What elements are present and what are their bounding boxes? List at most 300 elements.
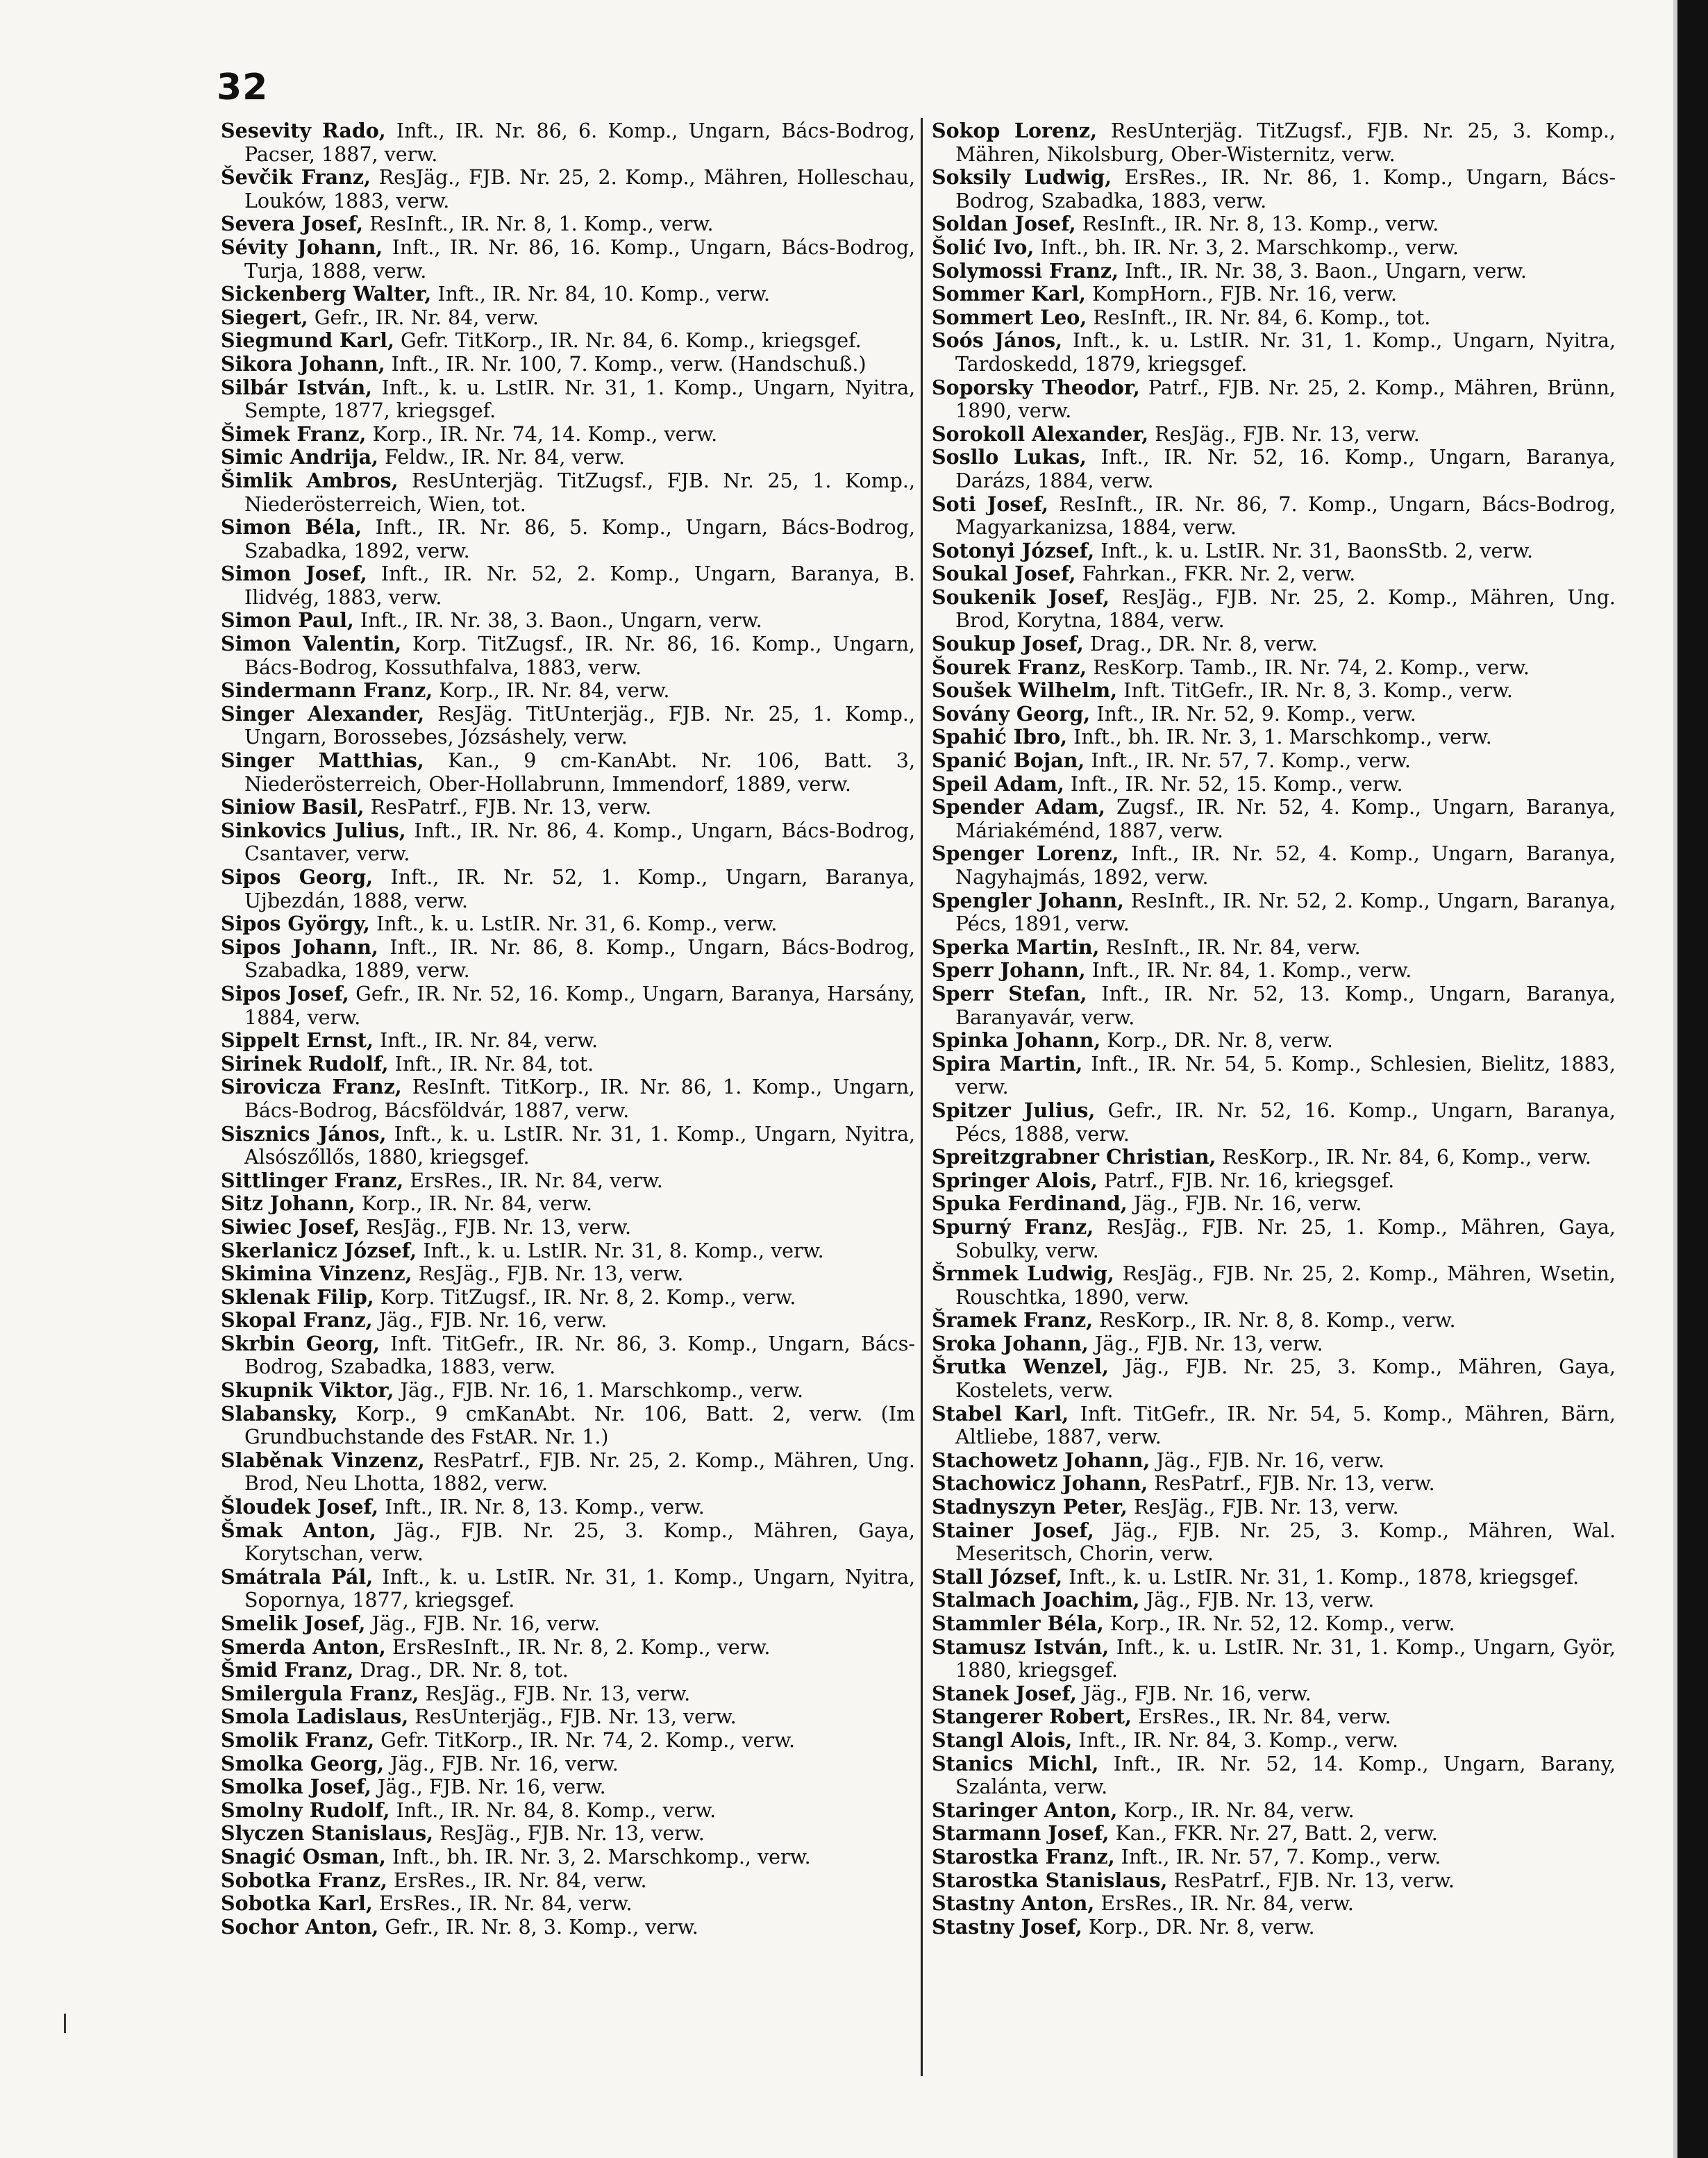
casualty-entry <box>221 329 915 353</box>
entry-details: Inft., IR. Nr. 52, 14. Komp., Ungarn, Barany, Szalánta, verw. <box>955 1752 1616 1799</box>
casualty-entry <box>221 562 915 609</box>
casualty-entry <box>221 679 915 703</box>
entry-name: Sklenak Filip, <box>221 1285 374 1309</box>
entry-details: Inft., IR. Nr. 86, 8. Komp., Ungarn, Bács-Bodrog, Szabadka, 1889, verw. <box>244 935 915 982</box>
entry-name: Spenger Lorenz, <box>932 842 1119 866</box>
entry-name: Spuka Ferdinand, <box>932 1191 1128 1216</box>
entry-name: Simon Josef, <box>221 562 367 586</box>
entry-details: ResJäg., FJB. Nr. 13, verw. <box>433 1822 705 1846</box>
entry-name: Smolka Georg, <box>221 1751 385 1775</box>
entry-name: Šourek Franz, <box>932 655 1087 679</box>
entry-name: Sosllo Lukas, <box>932 445 1087 469</box>
casualty-entry <box>932 1146 1616 1169</box>
casualty-entry <box>932 166 1616 212</box>
casualty-entry <box>221 633 915 679</box>
casualty-entry <box>932 376 1616 423</box>
entry-name: Spreitzgrabner Christian, <box>932 1145 1216 1169</box>
casualty-entry <box>932 1892 1616 1916</box>
casualty-entry <box>221 1076 915 1122</box>
entry-details: Inft., IR. Nr. 8, 13. Komp., verw. <box>378 1496 705 1519</box>
casualty-entry <box>221 703 915 749</box>
entry-details: Inft., IR. Nr. 52, 2. Komp., Ungarn, Baranya, B. Ilidvég, 1883, verw. <box>244 562 915 609</box>
casualty-entry <box>932 1705 1616 1729</box>
entry-details: Inft., k. u. LstIR. Nr. 31, 1. Komp., Ungarn, Györ, 1880, kriegsgef. <box>955 1635 1616 1682</box>
entry-name: Soukenik Josef, <box>932 585 1110 609</box>
casualty-entry <box>221 1916 915 1939</box>
entry-name: Sokop Lorenz, <box>932 119 1098 142</box>
entry-details: Inft., IR. Nr. 84, 3. Komp., verw. <box>1072 1728 1399 1752</box>
casualty-entry <box>221 1892 915 1916</box>
entry-name: Soldan Josef, <box>932 212 1076 236</box>
casualty-entry <box>932 493 1616 540</box>
entry-name: Starostka Franz, <box>932 1844 1115 1868</box>
casualty-entry <box>932 1753 1616 1799</box>
entry-details: Korp., 9 cmKanAbt. Nr. 106, Batt. 2, verw. (Im Grundbuchstande des FstAR. Nr. 1.) <box>244 1402 915 1449</box>
casualty-entry <box>221 609 915 633</box>
casualty-entry <box>221 1636 915 1659</box>
entry-name: Soporsky Theodor, <box>932 375 1140 399</box>
entry-details: Inft., k. u. LstIR. Nr. 31, 1. Komp., Ungarn, Nyitra, Sopornya, 1877, kriegsgef. <box>244 1565 916 1612</box>
casualty-entry <box>221 1192 915 1216</box>
entry-name: Skrbin Georg, <box>221 1331 380 1355</box>
casualty-entry <box>221 1659 915 1682</box>
entry-name: Sikora Johann, <box>221 351 385 376</box>
entry-name: Stastny Josef, <box>932 1914 1082 1939</box>
casualty-entry <box>932 1472 1616 1496</box>
entry-details: Inft., IR. Nr. 52, 15. Komp., verw. <box>1064 772 1403 796</box>
entry-details: ResJäg., FJB. Nr. 13, verw. <box>419 1682 691 1705</box>
entry-name: Stanics Michl, <box>932 1751 1099 1775</box>
entry-details: Inft., k. u. LstIR. Nr. 31, BaonsStb. 2, verw. <box>1094 539 1534 562</box>
casualty-entry <box>221 1729 915 1753</box>
casualty-entry <box>932 283 1616 306</box>
entry-name: Spurný Franz, <box>932 1214 1094 1239</box>
casualty-entry <box>221 1239 915 1263</box>
entry-details: Inft., IR. Nr. 52, 1. Komp., Ungarn, Baranya, Ujbezdán, 1888, verw. <box>244 866 915 912</box>
entry-details: Inft. TitGefr., IR. Nr. 54, 5. Komp., Mähren, Bärn, Altliebe, 1887, verw. <box>955 1402 1616 1449</box>
casualty-entry <box>932 1355 1616 1402</box>
casualty-entry <box>932 1403 1616 1449</box>
casualty-entry <box>932 1729 1616 1753</box>
casualty-entry <box>221 1286 915 1310</box>
entry-name: Soksily Ludwig, <box>932 165 1112 190</box>
entry-details: Inft., IR. Nr. 86, 16. Komp., Ungarn, Bács-Bodrog, Turja, 1888, verw. <box>244 235 915 283</box>
casualty-entry <box>932 1589 1616 1612</box>
entry-details: Jäg., FJB. Nr. 16, verw. <box>365 1612 601 1635</box>
casualty-entry <box>932 1519 1616 1566</box>
entry-name: Singer Alexander, <box>221 701 425 726</box>
entry-name: Singer Matthias, <box>221 748 424 773</box>
entry-details: Inft., IR. Nr. 52, 9. Komp., verw. <box>1090 702 1416 726</box>
entry-name: Stastny Anton, <box>932 1891 1095 1916</box>
casualty-entry <box>221 1822 915 1846</box>
entry-details: Inft., IR. Nr. 52, 16. Komp., Ungarn, Baranya, Darázs, 1884, verw. <box>955 446 1616 492</box>
entry-name: Siegert, <box>221 305 308 329</box>
entry-details: ResInft., IR. Nr. 8, 13. Komp., verw. <box>1075 212 1439 236</box>
entry-name: Spahić Ibro, <box>932 725 1068 749</box>
entry-name: Smátrala Pál, <box>221 1564 374 1589</box>
entry-details: Inft., IR. Nr. 57, 7. Komp., verw. <box>1114 1845 1441 1868</box>
entry-details: Inft., IR. Nr. 84, 1. Komp., verw. <box>1085 959 1412 982</box>
casualty-entry <box>932 1822 1616 1846</box>
casualty-entry <box>221 866 915 912</box>
casualty-entry <box>221 1566 915 1612</box>
page-number: 32 <box>217 67 269 108</box>
entry-name: Simon Paul, <box>221 608 354 633</box>
entry-details: Korp., IR. Nr. 84, verw. <box>355 1192 592 1216</box>
casualty-entry <box>932 540 1616 563</box>
entry-details: Inft., IR. Nr. 38, 3. Baon., Ungarn, verw. <box>353 609 762 633</box>
entry-details: Inft., IR. Nr. 52, 13. Komp., Ungarn, Baranya, Baranyavár, verw. <box>955 982 1616 1029</box>
casualty-entry <box>221 516 915 562</box>
entry-name: Šimek Franz, <box>221 421 367 446</box>
casualty-entry <box>932 889 1616 936</box>
casualty-entry <box>932 982 1616 1029</box>
entry-details: Inft., IR. Nr. 84, 8. Komp., verw. <box>390 1798 717 1822</box>
casualty-entry <box>932 679 1616 703</box>
entry-name: Severa Josef, <box>221 212 364 236</box>
entry-name: Šolić Ivo, <box>932 235 1035 259</box>
casualty-entry <box>221 1496 915 1519</box>
scan-border <box>1677 0 1708 2158</box>
entry-details: Korp., DR. Nr. 8, verw. <box>1100 1029 1333 1053</box>
entry-details: Korp., DR. Nr. 8, verw. <box>1082 1915 1315 1939</box>
casualty-entry <box>932 959 1616 982</box>
casualty-entry <box>932 1099 1616 1146</box>
casualty-entry <box>932 586 1616 633</box>
casualty-entry <box>221 1753 915 1776</box>
casualty-entry <box>221 119 915 166</box>
entry-details: Jäg., FJB. Nr. 16, verw. <box>1127 1192 1362 1216</box>
casualty-entry <box>221 912 915 936</box>
entry-details: Inft., k. u. LstIR. Nr. 31, 8. Komp., verw. <box>417 1239 824 1262</box>
casualty-entry <box>221 353 915 376</box>
casualty-entry <box>221 236 915 283</box>
entry-name: Stalmach Joachim, <box>932 1588 1140 1612</box>
casualty-entry <box>221 1029 915 1053</box>
casualty-entry <box>221 1869 915 1893</box>
entry-name: Sindermann Franz, <box>221 678 433 703</box>
casualty-entry <box>932 796 1616 842</box>
entry-details: ErsRes., IR. Nr. 84, verw. <box>1094 1892 1354 1916</box>
column-divider <box>921 118 923 2076</box>
casualty-entry <box>932 260 1616 283</box>
casualty-entry <box>932 1636 1616 1682</box>
entry-name: Sirinek Rudolf, <box>221 1051 389 1076</box>
entry-name: Stabel Karl, <box>932 1401 1069 1425</box>
entry-name: Sommer Karl, <box>932 282 1086 306</box>
entry-details: ResJäg. TitUnterjäg., FJB. Nr. 25, 1. Komp., Ungarn, Borossebes, Józsáshely, verw. <box>244 702 915 749</box>
entry-details: Inft., k. u. LstIR. Nr. 31, 6. Komp., verw. <box>369 912 778 936</box>
entry-name: Sisznics János, <box>221 1121 387 1146</box>
entry-details: ResJäg., FJB. Nr. 13, verw. <box>1127 1496 1399 1519</box>
entry-name: Stadnyszyn Peter, <box>932 1495 1128 1519</box>
casualty-entry <box>932 562 1616 586</box>
entry-details: Jäg., FJB. Nr. 16, verw. <box>1076 1682 1312 1705</box>
entry-details: Zugsf., IR. Nr. 52, 4. Komp., Ungarn, Baranya, Máriakéménd, 1887, verw. <box>955 796 1616 842</box>
entry-name: Šmid Franz, <box>221 1658 354 1682</box>
entry-name: Sroka Johann, <box>932 1331 1089 1355</box>
casualty-entry <box>932 773 1616 796</box>
entry-details: Feldw., IR. Nr. 84, verw. <box>378 446 626 469</box>
casualty-entry <box>932 633 1616 656</box>
entry-name: Sitz Johann, <box>221 1191 355 1216</box>
casualty-entry <box>932 749 1616 773</box>
casualty-entry <box>932 1612 1616 1636</box>
entry-name: Staringer Anton, <box>932 1798 1118 1822</box>
entry-details: Jäg., FJB. Nr. 16, 1. Marschkomp., verw. <box>394 1379 804 1403</box>
entry-details: Inft., IR. Nr. 54, 5. Komp., Schlesien, Bielitz, 1883, verw. <box>955 1052 1616 1099</box>
entry-name: Šimlik Ambros, <box>221 468 399 492</box>
casualty-entry <box>932 1309 1616 1332</box>
entry-details: Gefr., IR. Nr. 52, 16. Komp., Ungarn, Baranya, Pécs, 1888, verw. <box>955 1098 1616 1146</box>
entry-name: Sittlinger Franz, <box>221 1168 404 1192</box>
entry-name: Soušek Wilhelm, <box>932 678 1118 703</box>
entry-details: ErsRes., IR. Nr. 84, verw. <box>403 1169 663 1192</box>
casualty-entry <box>932 1053 1616 1099</box>
casualty-entry <box>221 796 915 819</box>
entry-name: Slaběnak Vinzenz, <box>221 1448 425 1472</box>
casualty-entry <box>932 446 1616 492</box>
casualty-entry <box>221 1846 915 1869</box>
entry-details: ResKorp., IR. Nr. 8, 8. Komp., verw. <box>1093 1309 1456 1332</box>
casualty-entry <box>932 1799 1616 1823</box>
entry-details: Korp. TitZugsf., IR. Nr. 86, 16. Komp., Ungarn, Bács-Bodrog, Kossuthfalva, 1883, verw. <box>244 633 915 679</box>
entry-name: Simon Valentin, <box>221 632 402 656</box>
entry-details: Korp., IR. Nr. 52, 12. Komp., verw. <box>1103 1612 1455 1635</box>
entry-details: Patrf., FJB. Nr. 16, kriegsgef. <box>1097 1169 1395 1192</box>
entry-name: Sipos Johann, <box>221 935 378 959</box>
casualty-entry <box>932 1682 1616 1706</box>
entry-name: Sotonyi József, <box>932 538 1095 562</box>
casualty-entry <box>221 1379 915 1403</box>
entry-name: Stamusz István, <box>932 1634 1110 1659</box>
casualty-entry <box>221 1216 915 1239</box>
entry-name: Sperr Johann, <box>932 958 1086 982</box>
entry-name: Spender Adam, <box>932 795 1105 819</box>
casualty-entry <box>221 1332 915 1379</box>
entry-details: Kan., FKR. Nr. 27, Batt. 2, verw. <box>1109 1822 1438 1846</box>
right-column <box>932 119 1616 1939</box>
entry-name: Šloudek Josef, <box>221 1495 379 1519</box>
entry-name: Sperka Martin, <box>932 935 1100 959</box>
entry-name: Sobotka Franz, <box>221 1868 387 1892</box>
entry-details: ErsRes., IR. Nr. 84, verw. <box>387 1868 647 1892</box>
casualty-entry <box>221 423 915 446</box>
entry-details: ErsRes., IR. Nr. 86, 1. Komp., Ungarn, Bács-Bodrog, Szabadka, 1883, verw. <box>955 166 1616 212</box>
entry-name: Sovány Georg, <box>932 701 1091 726</box>
casualty-entry <box>932 306 1616 330</box>
entry-name: Sipos György, <box>221 912 370 936</box>
entry-name: Slabansky, <box>221 1401 338 1425</box>
entry-details: Inft., k. u. LstIR. Nr. 31, 1. Komp., 1878, kriegsgef. <box>1062 1565 1580 1589</box>
entry-details: Inft., IR. Nr. 57, 7. Komp., verw. <box>1085 749 1411 773</box>
entry-details: Korp. TitZugsf., IR. Nr. 8, 2. Komp., verw. <box>374 1285 796 1309</box>
casualty-entry <box>221 306 915 330</box>
casualty-entry <box>221 1053 915 1076</box>
entry-details: Inft., IR. Nr. 52, 4. Komp., Ungarn, Baranya, Nagyhajmás, 1892, verw. <box>955 842 1616 889</box>
entry-details: Jäg., FJB. Nr. 25, 3. Komp., Mähren, Gaya, Kostelets, verw. <box>955 1355 1616 1403</box>
entry-details: ResJäg., FJB. Nr. 25, 1. Komp., Mähren, Gaya, Sobulky, verw. <box>955 1215 1616 1262</box>
entry-name: Spira Martin, <box>932 1051 1083 1076</box>
entry-details: Inft., bh. IR. Nr. 3, 1. Marschkomp., verw. <box>1067 726 1492 749</box>
entry-name: Snagić Osman, <box>221 1844 386 1868</box>
entry-details: Inft., IR. Nr. 86, 4. Komp., Ungarn, Bács-Bodrog, Csantaver, verw. <box>244 819 916 866</box>
entry-name: Sesevity Rado, <box>221 119 386 142</box>
entry-name: Spinka Johann, <box>932 1028 1101 1053</box>
casualty-entry <box>221 936 915 982</box>
entry-details: Inft., bh. IR. Nr. 3, 2. Marschkomp., verw. <box>1034 235 1459 259</box>
entry-name: Stangerer Robert, <box>932 1705 1132 1729</box>
casualty-entry <box>932 423 1616 446</box>
entry-details: ResInft., IR. Nr. 84, verw. <box>1099 935 1361 959</box>
casualty-entry <box>932 936 1616 960</box>
entry-name: Stachowetz Johann, <box>932 1448 1150 1472</box>
entry-name: Simon Béla, <box>221 515 362 540</box>
entry-details: Jäg., FJB. Nr. 13, verw. <box>1139 1589 1375 1612</box>
entry-details: ResJäg., FJB. Nr. 25, 2. Komp., Mähren, Ung. Brod, Korytna, 1884, verw. <box>955 585 1616 633</box>
entry-name: Stammler Béla, <box>932 1612 1104 1635</box>
entry-name: Skopal Franz, <box>221 1308 373 1332</box>
entry-name: Smilergula Franz, <box>221 1681 419 1705</box>
casualty-entry <box>932 1916 1616 1939</box>
entry-name: Smolka Josef, <box>221 1775 371 1799</box>
casualty-entry <box>932 703 1616 726</box>
entry-details: ResPatrf., FJB. Nr. 13, verw. <box>364 796 652 819</box>
entry-name: Šmak Anton, <box>221 1518 376 1542</box>
entry-name: Spengler Johann, <box>932 888 1124 912</box>
entry-name: Soós János, <box>932 328 1063 353</box>
casualty-entry <box>221 1612 915 1636</box>
casualty-entry <box>932 1846 1616 1869</box>
entry-details: Inft. TitGefr., IR. Nr. 8, 3. Komp., verw. <box>1117 679 1513 703</box>
entry-details: Inft., k. u. LstIR. Nr. 31, 1. Komp., Ungarn, Nyitra, Tardoskedd, 1879, kriegsgef. <box>955 329 1616 376</box>
casualty-entry <box>221 1403 915 1449</box>
entry-name: Skupnik Viktor, <box>221 1378 394 1403</box>
entry-details: Jäg., FJB. Nr. 25, 3. Komp., Mähren, Wal. Meseritsch, Chorin, verw. <box>955 1519 1616 1566</box>
casualty-entry <box>932 1216 1616 1262</box>
entry-name: Speil Adam, <box>932 771 1064 796</box>
casualty-entry <box>221 1519 915 1566</box>
entry-name: Šrnmek Ludwig, <box>932 1262 1114 1286</box>
entry-details: Inft., IR. Nr. 100, 7. Komp., verw. (Handschuß.) <box>385 352 866 376</box>
entry-name: Šrutka Wenzel, <box>932 1355 1109 1379</box>
casualty-entry <box>932 1449 1616 1473</box>
entry-name: Soukup Josef, <box>932 632 1084 656</box>
entry-name: Spitzer Julius, <box>932 1098 1096 1122</box>
entry-name: Sochor Anton, <box>221 1914 379 1939</box>
entry-details: Kan., 9 cm-KanAbt. Nr. 106, Batt. 3, Niederösterreich, Ober-Hollabrunn, Immendorf, 1889, verw. <box>244 749 916 796</box>
entry-details: ErsRes., IR. Nr. 84, verw. <box>1131 1705 1391 1729</box>
entry-name: Sipos Josef, <box>221 981 349 1005</box>
entry-name: Sorokoll Alexander, <box>932 421 1149 446</box>
casualty-entry <box>932 1169 1616 1193</box>
entry-name: Smolik Franz, <box>221 1728 375 1752</box>
entry-details: ResPatrf., FJB. Nr. 25, 2. Komp., Mähren, Ung. Brod, Neu Lhotta, 1882, verw. <box>244 1448 915 1496</box>
casualty-entry <box>221 446 915 469</box>
entry-details: Inft., bh. IR. Nr. 3, 2. Marschkomp., verw. <box>385 1845 811 1868</box>
casualty-entry <box>221 469 915 516</box>
casualty-entry <box>221 1169 915 1193</box>
casualty-entry <box>932 1566 1616 1589</box>
entry-details: Inft., IR. Nr. 84, 10. Komp., verw. <box>431 283 771 306</box>
entry-details: Jäg., FJB. Nr. 16, verw. <box>371 1775 606 1799</box>
entry-details: KompHorn., FJB. Nr. 16, verw. <box>1085 283 1398 306</box>
casualty-entry <box>221 1799 915 1823</box>
entry-details: ResJäg., FJB. Nr. 13, verw. <box>412 1262 684 1286</box>
entry-details: Patrf., FJB. Nr. 25, 2. Komp., Mähren, Brünn, 1890, verw. <box>955 376 1616 423</box>
entry-details: Inft. TitGefr., IR. Nr. 86, 3. Komp., Ungarn, Bács-Bodrog, Szabadka, 1883, verw. <box>244 1332 915 1379</box>
entry-details: Gefr., IR. Nr. 8, 3. Komp., verw. <box>378 1915 698 1939</box>
casualty-entry <box>221 376 915 423</box>
entry-name: Smerda Anton, <box>221 1634 386 1659</box>
casualty-entry <box>932 1496 1616 1519</box>
entry-details: ResJäg., FJB. Nr. 13, verw. <box>360 1215 632 1239</box>
entry-details: ResInft., IR. Nr. 86, 7. Komp., Ungarn, Bács-Bodrog, Magyarkanizsa, 1884, verw. <box>955 492 1616 540</box>
entry-name: Sommert Leo, <box>932 305 1087 329</box>
entry-name: Šramek Franz, <box>932 1308 1094 1332</box>
entry-details: Inft., IR. Nr. 84, tot. <box>388 1052 594 1076</box>
entry-details: Inft., k. u. LstIR. Nr. 31, 1. Komp., Ungarn, Nyitra, Sempte, 1877, kriegsgef. <box>244 376 916 423</box>
entry-details: Korp., IR. Nr. 74, 14. Komp., verw. <box>366 422 718 446</box>
casualty-entry <box>221 1775 915 1799</box>
entry-name: Ševčik Franz, <box>221 165 371 190</box>
casualty-entry <box>932 656 1616 680</box>
entry-name: Starostka Stanislaus, <box>932 1868 1168 1892</box>
casualty-entry <box>932 1332 1616 1356</box>
entry-details: Gefr. TitKorp., IR. Nr. 84, 6. Komp., kriegsgef. <box>394 329 862 353</box>
casualty-entry <box>221 749 915 796</box>
casualty-entry <box>932 842 1616 889</box>
casualty-entry <box>221 1449 915 1496</box>
entry-name: Stachowicz Johann, <box>932 1471 1148 1496</box>
entry-details: Korp., IR. Nr. 84, verw. <box>1117 1798 1355 1822</box>
entry-details: Jäg., FJB. Nr. 25, 3. Komp., Mähren, Gaya, Korytschan, verw. <box>244 1519 915 1566</box>
entry-name: Soukal Josef, <box>932 562 1076 586</box>
entry-name: Springer Alois, <box>932 1168 1098 1192</box>
entry-details: ErsRes., IR. Nr. 84, verw. <box>372 1892 633 1916</box>
entry-name: Stanek Josef, <box>932 1681 1077 1705</box>
entry-details: ResJäg., FJB. Nr. 25, 2. Komp., Mähren, Holleschau, Louków, 1883, verw. <box>244 166 916 212</box>
entry-name: Spanić Bojan, <box>932 748 1085 773</box>
entry-details: Gefr., IR. Nr. 84, verw. <box>308 306 539 329</box>
casualty-entry <box>221 819 915 866</box>
entry-details: Inft., k. u. LstIR. Nr. 31, 1. Komp., Ungarn, Nyitra, Alsószőllős, 1880, kriegsgef. <box>244 1122 916 1169</box>
entry-details: Jäg., FJB. Nr. 16, verw. <box>1150 1448 1385 1472</box>
entry-details: ResInft., IR. Nr. 84, 6. Komp., tot. <box>1087 306 1431 329</box>
casualty-entry <box>221 1262 915 1286</box>
entry-name: Sévity Johann, <box>221 235 383 259</box>
entry-name: Sippelt Ernst, <box>221 1028 374 1053</box>
entry-details: ErsResInft., IR. Nr. 8, 2. Komp., verw. <box>385 1635 771 1659</box>
entry-details: Drag., DR. Nr. 8, tot. <box>353 1659 569 1682</box>
casualty-entry <box>932 119 1616 166</box>
entry-name: Stall József, <box>932 1564 1063 1589</box>
entry-name: Skerlanicz József, <box>221 1238 417 1262</box>
casualty-entry <box>932 212 1616 236</box>
entry-name: Solymossi Franz, <box>932 258 1119 283</box>
entry-name: Siegmund Karl, <box>221 328 394 353</box>
entry-name: Sickenberg Walter, <box>221 282 432 306</box>
entry-details: ResUnterjäg. TitZugsf., FJB. Nr. 25, 1. Komp., Niederösterreich, Wien, tot. <box>244 469 915 516</box>
entry-details: Inft., IR. Nr. 86, 5. Komp., Ungarn, Bács-Bodrog, Szabadka, 1892, verw. <box>244 516 915 562</box>
entry-details: Fahrkan., FKR. Nr. 2, verw. <box>1075 562 1356 586</box>
entry-details: ResJäg., FJB. Nr. 25, 2. Komp., Mähren, Wsetin, Rouschtka, 1890, verw. <box>955 1262 1616 1309</box>
entry-details: ResInft. TitKorp., IR. Nr. 86, 1. Komp., Ungarn, Bács-Bodrog, Bácsföldvár, 1887, verw. <box>244 1076 915 1122</box>
entry-details: Gefr., IR. Nr. 52, 16. Komp., Ungarn, Baranya, Harsány, 1884, verw. <box>244 982 915 1029</box>
entry-details: Inft., IR. Nr. 84, verw. <box>373 1029 598 1053</box>
casualty-entry <box>932 1262 1616 1309</box>
